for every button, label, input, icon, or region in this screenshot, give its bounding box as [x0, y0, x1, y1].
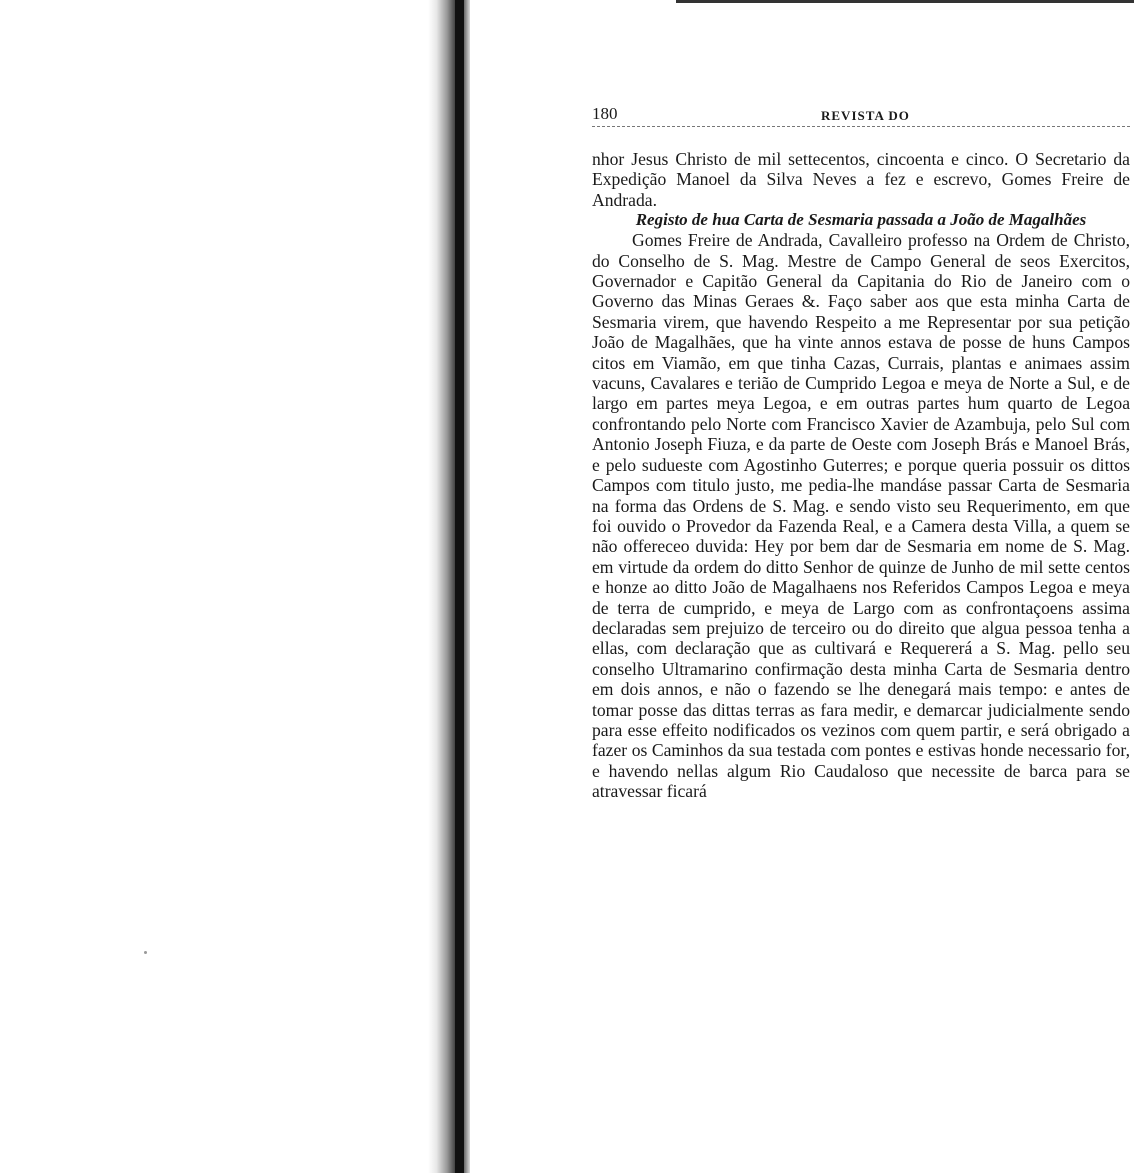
body-paragraph: Gomes Freire de Andrada, Cavalleiro professo na Ordem de Christo, do Conselho de S. Mag. Mestre de Campo General de seos Exercitos, Governador e Capitão General da Capitania do Rio de Janeiro com o Governo das Minas Geraes &. Faço saber aos que esta minha Carta de Sesmaria virem, que havendo Respeito a me Representar por sua petição João de Magalhães, que ha vinte annos estava de posse de huns Campos citos em Viamão, em que tinha Cazas, Currais, plantas e animaes assim vacuns, Cavalares e terião de Cumprido Legoa e meya de Norte a Sul, e de largo em partes meya Legoa, e em outras partes hum quarto de Legoa confrontando pelo Norte com Francisco Xavier de Azambuja, pelo Sul com Antonio Joseph Fiuza, e da parte de Oeste com Joseph Brás e Manoel Brás, e pelo sudueste com Agostinho Guterres; e porque queria possuir os dittos Campos com titulo justo, me pedia-lhe mandáse passar Carta de Sesmaria na forma das Ordens de S. Mag. e sendo visto seu Requerimento, em que foi ouvido o Provedor da Fazenda Real, e a Camera desta Villa, a quem se não offereceo duvida: Hey por bem dar de Sesmaria em nome de S. Mag. em virtude da ordem do ditto Senhor de quinze de Junho de mil sette centos e honze ao ditto João de Magalhaens nos Referidos Campos Legoa e meya de terra de cumprido, e meya de Largo com as confrontaçoens assima declaradas sem prejuizo de terceiro ou do direito que algua pessoa tenha a ellas, com declaração que as cultivará e Requererá a S. Mag. pello seu conselho Ultramarino confirmação desta minha Carta de Sesmaria dentro em dois annos, e não o fazendo se lhe denegará mais tempo: e antes de tomar posse das dittas terras as fara medir, e demarcar judicialmente sendo para esse effeito nodificados os vezinos com quem partir, e será obrigado a fazer os Caminhos da sua testada com pontes e estivas honde necessario for, e havendo nellas algum Rio Caudaloso que necessite de barca para se atravessar ficará: [592, 230, 1130, 802]
section-heading: Registo de hua Carta de Sesmaria passada a João de Magalhães: [635, 210, 1087, 230]
page-top-edge: [676, 0, 1134, 3]
book-spine-edge: [455, 0, 464, 1173]
book-page: [592, 100, 1130, 802]
page-text: [592, 149, 1130, 802]
page-number: 180: [592, 104, 618, 123]
scan-speck: [144, 951, 147, 954]
running-head-title: REVISTA DO: [821, 108, 910, 123]
opening-paragraph: nhor Jesus Christo de mil settecentos, cincoenta e cinco. O Secretario da Expedição Manoel da Silva Neves a fez e escrevo, Gomes Freire de Andrada.: [592, 149, 1130, 210]
running-head: [592, 100, 1130, 127]
